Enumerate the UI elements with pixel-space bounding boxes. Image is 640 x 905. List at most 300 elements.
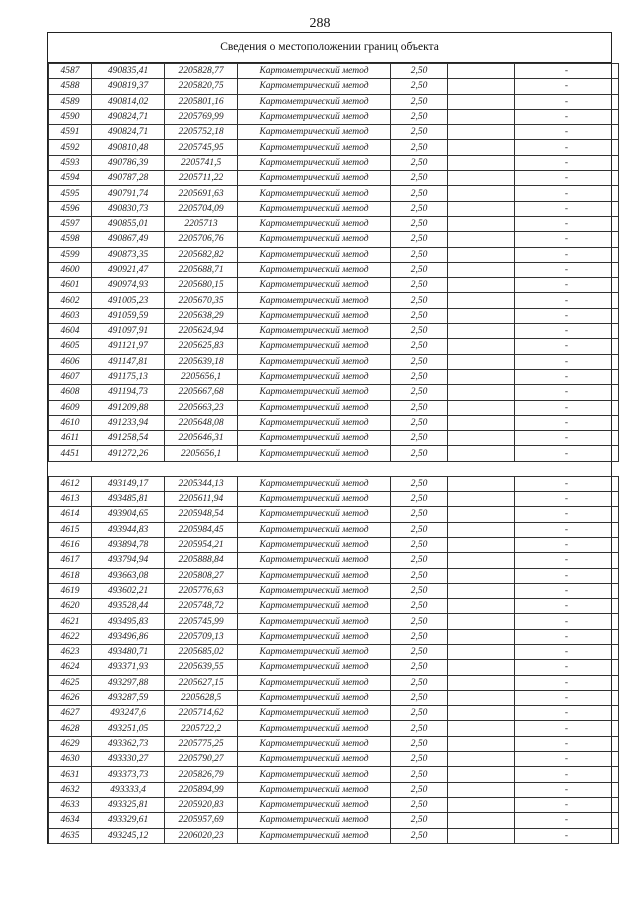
y-coordinate-cell: 2205984,45: [165, 522, 238, 537]
table-row: [49, 171, 619, 186]
description-cell: [448, 155, 515, 170]
description-cell: [448, 675, 515, 690]
table-row: [49, 308, 619, 323]
table-row: [49, 507, 619, 522]
x-coordinate-cell: 491175,13: [92, 369, 165, 384]
method-cell: Картометрический метод: [238, 354, 391, 369]
note-cell: -: [515, 660, 619, 675]
note-cell: -: [515, 583, 619, 598]
table-row: [49, 813, 619, 828]
accuracy-cell: 2,50: [391, 599, 448, 614]
x-coordinate-cell: 493794,94: [92, 553, 165, 568]
description-cell: [448, 553, 515, 568]
table-row: [49, 599, 619, 614]
x-coordinate-cell: 491233,94: [92, 415, 165, 430]
description-cell: [448, 492, 515, 507]
description-cell: [448, 247, 515, 262]
point-number-cell: 4599: [49, 247, 92, 262]
y-coordinate-cell: 2205663,23: [165, 400, 238, 415]
method-cell: Картометрический метод: [238, 568, 391, 583]
y-coordinate-cell: 2205741,5: [165, 155, 238, 170]
note-cell: -: [515, 125, 619, 140]
accuracy-cell: 2,50: [391, 706, 448, 721]
method-cell: Картометрический метод: [238, 186, 391, 201]
x-coordinate-cell: 490787,28: [92, 171, 165, 186]
table-row: [49, 828, 619, 843]
description-cell: [448, 782, 515, 797]
method-cell: Картометрический метод: [238, 736, 391, 751]
description-cell: [448, 232, 515, 247]
y-coordinate-cell: 2205627,15: [165, 675, 238, 690]
point-number-cell: 4608: [49, 385, 92, 400]
y-coordinate-cell: 2205344,13: [165, 476, 238, 491]
accuracy-cell: 2,50: [391, 232, 448, 247]
x-coordinate-cell: 490824,71: [92, 125, 165, 140]
point-number-cell: 4590: [49, 109, 92, 124]
note-cell: -: [515, 278, 619, 293]
description-cell: [448, 308, 515, 323]
description-cell: [448, 324, 515, 339]
y-coordinate-cell: 2205704,09: [165, 201, 238, 216]
x-coordinate-cell: 490791,74: [92, 186, 165, 201]
note-cell: -: [515, 675, 619, 690]
table-row: [49, 293, 619, 308]
note-cell: -: [515, 109, 619, 124]
note-cell: -: [515, 782, 619, 797]
note-cell: -: [515, 400, 619, 415]
method-cell: Картометрический метод: [238, 339, 391, 354]
note-cell: -: [515, 431, 619, 446]
table-row: [49, 155, 619, 170]
x-coordinate-cell: 493663,08: [92, 568, 165, 583]
accuracy-cell: 2,50: [391, 109, 448, 124]
table-row: [49, 568, 619, 583]
table-row: [49, 767, 619, 782]
table-row: [49, 400, 619, 415]
point-number-cell: 4628: [49, 721, 92, 736]
table-row: [49, 492, 619, 507]
y-coordinate-cell: 2205748,72: [165, 599, 238, 614]
y-coordinate-cell: 2205957,69: [165, 813, 238, 828]
point-number-cell: 4611: [49, 431, 92, 446]
point-number-cell: 4631: [49, 767, 92, 782]
description-cell: [448, 813, 515, 828]
accuracy-cell: 2,50: [391, 155, 448, 170]
note-cell: -: [515, 492, 619, 507]
table-row: [49, 140, 619, 155]
note-cell: -: [515, 553, 619, 568]
y-coordinate-cell: 2205656,1: [165, 369, 238, 384]
accuracy-cell: 2,50: [391, 828, 448, 843]
description-cell: [448, 415, 515, 430]
accuracy-cell: 2,50: [391, 125, 448, 140]
method-cell: Картометрический метод: [238, 216, 391, 231]
y-coordinate-cell: 2205680,15: [165, 278, 238, 293]
description-cell: [448, 752, 515, 767]
x-coordinate-cell: 493287,59: [92, 690, 165, 705]
y-coordinate-cell: 2206020,23: [165, 828, 238, 843]
y-coordinate-cell: 2205638,29: [165, 308, 238, 323]
table-row: [49, 354, 619, 369]
table-row: [49, 522, 619, 537]
y-coordinate-cell: 2205808,27: [165, 568, 238, 583]
description-cell: [448, 278, 515, 293]
x-coordinate-cell: 490974,93: [92, 278, 165, 293]
point-number-cell: 4627: [49, 706, 92, 721]
note-cell: -: [515, 522, 619, 537]
note-cell: -: [515, 721, 619, 736]
accuracy-cell: 2,50: [391, 476, 448, 491]
accuracy-cell: 2,50: [391, 522, 448, 537]
page-number: 288: [309, 16, 331, 31]
x-coordinate-cell: 493480,71: [92, 644, 165, 659]
y-coordinate-cell: 2205954,21: [165, 537, 238, 552]
point-number-cell: 4625: [49, 675, 92, 690]
note-cell: -: [515, 324, 619, 339]
method-cell: Картометрический метод: [238, 522, 391, 537]
method-cell: Картометрический метод: [238, 232, 391, 247]
note-cell: -: [515, 446, 619, 461]
method-cell: Картометрический метод: [238, 94, 391, 109]
y-coordinate-cell: 2205752,18: [165, 125, 238, 140]
x-coordinate-cell: 493245,12: [92, 828, 165, 843]
method-cell: Картометрический метод: [238, 446, 391, 461]
method-cell: Картометрический метод: [238, 752, 391, 767]
method-cell: Картометрический метод: [238, 813, 391, 828]
accuracy-cell: 2,50: [391, 140, 448, 155]
accuracy-cell: 2,50: [391, 767, 448, 782]
x-coordinate-cell: 493329,61: [92, 813, 165, 828]
x-coordinate-cell: 493333,4: [92, 782, 165, 797]
accuracy-cell: 2,50: [391, 400, 448, 415]
point-number-cell: 4602: [49, 293, 92, 308]
note-cell: -: [515, 752, 619, 767]
x-coordinate-cell: 493528,44: [92, 599, 165, 614]
note-cell: -: [515, 568, 619, 583]
method-cell: Картометрический метод: [238, 109, 391, 124]
point-number-cell: 4589: [49, 94, 92, 109]
x-coordinate-cell: 490835,41: [92, 64, 165, 79]
accuracy-cell: 2,50: [391, 813, 448, 828]
block-separator: [49, 461, 619, 476]
table-row: [49, 583, 619, 598]
x-coordinate-cell: 493247,6: [92, 706, 165, 721]
accuracy-cell: 2,50: [391, 278, 448, 293]
method-cell: Картометрический метод: [238, 385, 391, 400]
y-coordinate-cell: 2205648,08: [165, 415, 238, 430]
method-cell: Картометрический метод: [238, 599, 391, 614]
method-cell: Картометрический метод: [238, 171, 391, 186]
note-cell: -: [515, 293, 619, 308]
description-cell: [448, 568, 515, 583]
note-cell: -: [515, 507, 619, 522]
accuracy-cell: 2,50: [391, 690, 448, 705]
y-coordinate-cell: 2205790,27: [165, 752, 238, 767]
x-coordinate-cell: 490921,47: [92, 262, 165, 277]
method-cell: Картометрический метод: [238, 492, 391, 507]
method-cell: Картометрический метод: [238, 201, 391, 216]
x-coordinate-cell: 493297,88: [92, 675, 165, 690]
description-cell: [448, 64, 515, 79]
accuracy-cell: 2,50: [391, 782, 448, 797]
accuracy-cell: 2,50: [391, 507, 448, 522]
description-cell: [448, 644, 515, 659]
accuracy-cell: 2,50: [391, 553, 448, 568]
accuracy-cell: 2,50: [391, 614, 448, 629]
method-cell: Картометрический метод: [238, 293, 391, 308]
note-cell: -: [515, 155, 619, 170]
y-coordinate-cell: 2205713: [165, 216, 238, 231]
description-cell: [448, 262, 515, 277]
method-cell: Картометрический метод: [238, 690, 391, 705]
description-cell: [448, 706, 515, 721]
x-coordinate-cell: 493149,17: [92, 476, 165, 491]
table-row: [49, 186, 619, 201]
y-coordinate-cell: 2205745,99: [165, 614, 238, 629]
point-number-cell: 4629: [49, 736, 92, 751]
method-cell: Картометрический метод: [238, 706, 391, 721]
description-cell: [448, 293, 515, 308]
y-coordinate-cell: 2205714,62: [165, 706, 238, 721]
method-cell: Картометрический метод: [238, 79, 391, 94]
point-number-cell: 4595: [49, 186, 92, 201]
accuracy-cell: 2,50: [391, 644, 448, 659]
y-coordinate-cell: 2205745,95: [165, 140, 238, 155]
y-coordinate-cell: 2205711,22: [165, 171, 238, 186]
y-coordinate-cell: 2205682,82: [165, 247, 238, 262]
x-coordinate-cell: 491097,91: [92, 324, 165, 339]
y-coordinate-cell: 2205667,68: [165, 385, 238, 400]
table-row: [49, 721, 619, 736]
point-number-cell: 4609: [49, 400, 92, 415]
point-number-cell: 4603: [49, 308, 92, 323]
x-coordinate-cell: 491147,81: [92, 354, 165, 369]
table-row: [49, 339, 619, 354]
table-row: [49, 64, 619, 79]
description-cell: [448, 354, 515, 369]
accuracy-cell: 2,50: [391, 247, 448, 262]
note-cell: -: [515, 828, 619, 843]
method-cell: Картометрический метод: [238, 476, 391, 491]
table-row: [49, 644, 619, 659]
method-cell: Картометрический метод: [238, 721, 391, 736]
x-coordinate-cell: 491258,54: [92, 431, 165, 446]
accuracy-cell: 2,50: [391, 492, 448, 507]
accuracy-cell: 2,50: [391, 431, 448, 446]
note-cell: -: [515, 171, 619, 186]
y-coordinate-cell: 2205611,94: [165, 492, 238, 507]
note-cell: -: [515, 232, 619, 247]
point-number-cell: 4621: [49, 614, 92, 629]
accuracy-cell: 2,50: [391, 171, 448, 186]
table-row: [49, 797, 619, 812]
description-cell: [448, 614, 515, 629]
method-cell: Картометрический метод: [238, 797, 391, 812]
method-cell: Картометрический метод: [238, 828, 391, 843]
accuracy-cell: 2,50: [391, 308, 448, 323]
x-coordinate-cell: 491005,23: [92, 293, 165, 308]
note-cell: -: [515, 706, 619, 721]
description-cell: [448, 599, 515, 614]
x-coordinate-cell: 491272,26: [92, 446, 165, 461]
accuracy-cell: 2,50: [391, 339, 448, 354]
x-coordinate-cell: 493371,93: [92, 660, 165, 675]
note-cell: -: [515, 262, 619, 277]
method-cell: Картометрический метод: [238, 614, 391, 629]
point-number-cell: 4619: [49, 583, 92, 598]
point-number-cell: 4592: [49, 140, 92, 155]
y-coordinate-cell: 2205691,63: [165, 186, 238, 201]
y-coordinate-cell: 2205820,75: [165, 79, 238, 94]
x-coordinate-cell: 493485,81: [92, 492, 165, 507]
point-number-cell: 4620: [49, 599, 92, 614]
method-cell: Картометрический метод: [238, 537, 391, 552]
point-number-cell: 4601: [49, 278, 92, 293]
method-cell: Картометрический метод: [238, 415, 391, 430]
description-cell: [448, 339, 515, 354]
table-row: [49, 614, 619, 629]
description-cell: [448, 690, 515, 705]
x-coordinate-cell: 491209,88: [92, 400, 165, 415]
point-number-cell: 4593: [49, 155, 92, 170]
point-number-cell: 4596: [49, 201, 92, 216]
coordinates-table: [48, 63, 619, 844]
description-cell: [448, 400, 515, 415]
x-coordinate-cell: 493325,81: [92, 797, 165, 812]
table-row: [49, 216, 619, 231]
point-number-cell: 4597: [49, 216, 92, 231]
table-row: [49, 431, 619, 446]
point-number-cell: 4598: [49, 232, 92, 247]
table-row: [49, 660, 619, 675]
y-coordinate-cell: 2205624,94: [165, 324, 238, 339]
description-cell: [448, 109, 515, 124]
accuracy-cell: 2,50: [391, 583, 448, 598]
point-number-cell: 4615: [49, 522, 92, 537]
x-coordinate-cell: 493894,78: [92, 537, 165, 552]
note-cell: -: [515, 476, 619, 491]
accuracy-cell: 2,50: [391, 64, 448, 79]
method-cell: Картометрический метод: [238, 278, 391, 293]
method-cell: Картометрический метод: [238, 247, 391, 262]
y-coordinate-cell: 2205894,99: [165, 782, 238, 797]
point-number-cell: 4606: [49, 354, 92, 369]
note-cell: -: [515, 186, 619, 201]
point-number-cell: 4616: [49, 537, 92, 552]
table-row: [49, 262, 619, 277]
note-cell: -: [515, 354, 619, 369]
accuracy-cell: 2,50: [391, 262, 448, 277]
accuracy-cell: 2,50: [391, 293, 448, 308]
description-cell: [448, 736, 515, 751]
accuracy-cell: 2,50: [391, 186, 448, 201]
description-cell: [448, 629, 515, 644]
description-cell: [448, 369, 515, 384]
table-row: [49, 125, 619, 140]
y-coordinate-cell: 2205888,84: [165, 553, 238, 568]
point-number-cell: 4587: [49, 64, 92, 79]
description-cell: [448, 507, 515, 522]
point-number-cell: 4594: [49, 171, 92, 186]
y-coordinate-cell: 2205775,25: [165, 736, 238, 751]
y-coordinate-cell: 2205656,1: [165, 446, 238, 461]
description-cell: [448, 583, 515, 598]
x-coordinate-cell: 490824,71: [92, 109, 165, 124]
accuracy-cell: 2,50: [391, 354, 448, 369]
note-cell: -: [515, 339, 619, 354]
y-coordinate-cell: 2205709,13: [165, 629, 238, 644]
y-coordinate-cell: 2205920,83: [165, 797, 238, 812]
x-coordinate-cell: 493362,73: [92, 736, 165, 751]
note-cell: -: [515, 644, 619, 659]
table-row: [49, 706, 619, 721]
y-coordinate-cell: 2205639,18: [165, 354, 238, 369]
description-cell: [448, 125, 515, 140]
description-cell: [448, 537, 515, 552]
table-row: [49, 446, 619, 461]
point-number-cell: 4624: [49, 660, 92, 675]
description-cell: [448, 522, 515, 537]
x-coordinate-cell: 490786,39: [92, 155, 165, 170]
x-coordinate-cell: 490830,73: [92, 201, 165, 216]
note-cell: -: [515, 599, 619, 614]
x-coordinate-cell: 491059,59: [92, 308, 165, 323]
point-number-cell: 4613: [49, 492, 92, 507]
table-row: [49, 247, 619, 262]
table-row: [49, 278, 619, 293]
description-cell: [448, 79, 515, 94]
note-cell: -: [515, 690, 619, 705]
description-cell: [448, 660, 515, 675]
table-row: [49, 675, 619, 690]
y-coordinate-cell: 2205722,2: [165, 721, 238, 736]
table-row: [49, 476, 619, 491]
accuracy-cell: 2,50: [391, 537, 448, 552]
method-cell: Картометрический метод: [238, 507, 391, 522]
table-row: [49, 232, 619, 247]
y-coordinate-cell: 2205646,31: [165, 431, 238, 446]
note-cell: -: [515, 140, 619, 155]
accuracy-cell: 2,50: [391, 79, 448, 94]
method-cell: Картометрический метод: [238, 767, 391, 782]
accuracy-cell: 2,50: [391, 201, 448, 216]
method-cell: Картометрический метод: [238, 262, 391, 277]
x-coordinate-cell: 490810,48: [92, 140, 165, 155]
accuracy-cell: 2,50: [391, 629, 448, 644]
method-cell: Картометрический метод: [238, 400, 391, 415]
description-cell: [448, 431, 515, 446]
point-number-cell: 4588: [49, 79, 92, 94]
accuracy-cell: 2,50: [391, 415, 448, 430]
note-cell: -: [515, 767, 619, 782]
point-number-cell: 4626: [49, 690, 92, 705]
y-coordinate-cell: 2205769,99: [165, 109, 238, 124]
description-cell: [448, 216, 515, 231]
x-coordinate-cell: 493944,83: [92, 522, 165, 537]
point-number-cell: 4610: [49, 415, 92, 430]
method-cell: Картометрический метод: [238, 660, 391, 675]
y-coordinate-cell: 2205776,63: [165, 583, 238, 598]
method-cell: Картометрический метод: [238, 64, 391, 79]
description-cell: [448, 767, 515, 782]
note-cell: -: [515, 797, 619, 812]
table-row: [49, 752, 619, 767]
method-cell: Картометрический метод: [238, 583, 391, 598]
accuracy-cell: 2,50: [391, 369, 448, 384]
note-cell: -: [515, 736, 619, 751]
method-cell: Картометрический метод: [238, 431, 391, 446]
table-row: [49, 369, 619, 384]
